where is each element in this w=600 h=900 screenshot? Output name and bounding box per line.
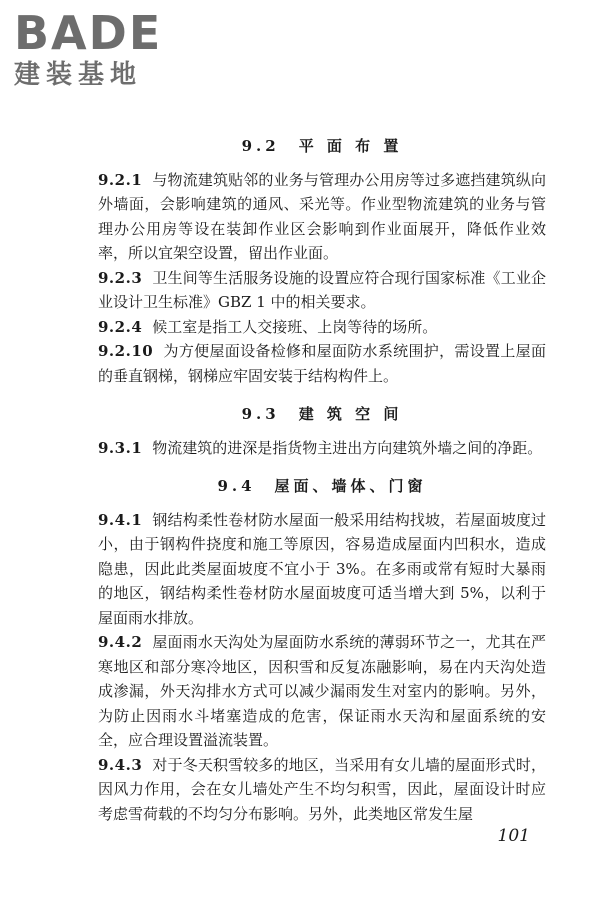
section-heading: 9.3 建 筑 空 间 bbox=[241, 405, 403, 423]
logo-wordmark: BADE bbox=[14, 6, 163, 60]
clause bbox=[98, 266, 546, 315]
clause-number: 9.2.10 bbox=[98, 342, 154, 360]
bade-logo bbox=[14, 8, 184, 90]
clause-number: 9.2.4 bbox=[98, 317, 143, 336]
clause bbox=[98, 168, 546, 266]
clause-text: 物流建筑的进深是指货物主进出方向建筑外墙之间的净距。 bbox=[152, 438, 543, 457]
clause bbox=[98, 508, 546, 631]
clause-number: 9.4.3 bbox=[98, 755, 143, 774]
clause-text: 与物流建筑贴邻的业务与管理办公用房等过多遮挡建筑纵向外墙面，会影响建筑的通风、采光等。作业型物流建筑的业务与管理办公用房等设在装卸作业区会影响到作业面展开，降低作业效率，所以宜架空设置，留出作业面。 bbox=[98, 170, 546, 262]
clause-text: 候工室是指工人交接班、上岗等待的场所。 bbox=[152, 317, 438, 336]
clause-number: 9.2.3 bbox=[98, 268, 143, 287]
section-heading: 9.4 屋面、墙体、门窗 bbox=[217, 477, 427, 495]
clause-number: 9.4.2 bbox=[98, 633, 143, 651]
clause-text: 钢结构柔性卷材防水屋面一般采用结构找坡，若屋面坡度过小，由于钢构件挠度和施工等原因，容易造成屋面内凹积水，造成隐患，因此此类屋面坡度不宜小于 3%。在多雨或常有短时大暴雨的地区，钢结构柔性卷材防水屋面坡度可适当增大到 5%，以利于屋面雨水排放。 bbox=[98, 510, 546, 627]
section-heading: 9.2 平 面 布 置 bbox=[241, 137, 403, 155]
clause bbox=[98, 753, 546, 827]
clause-text: 为方便屋面设备检修和屋面防水系统围护，需设置上屋面的垂直钢梯，钢梯应牢固安装于结构构件上。 bbox=[98, 342, 546, 385]
clause bbox=[98, 436, 546, 461]
page-content bbox=[98, 134, 546, 826]
clause-number: 9.4.1 bbox=[98, 510, 143, 529]
clause-number: 9.2.1 bbox=[98, 170, 143, 189]
logo-subtitle: 建装基地 bbox=[14, 60, 143, 90]
clause bbox=[98, 315, 546, 340]
clause bbox=[98, 339, 546, 388]
page-number: 101 bbox=[497, 826, 530, 846]
clause-number: 9.3.1 bbox=[98, 438, 143, 457]
clause-text: 对于冬天积雪较多的地区，当采用有女儿墙的屋面形式时，因风力作用，会在女儿墙处产生不均匀积雪，因此，屋面设计时应考虑雪荷载的不均匀分布影响。另外，此类地区常发生屋 bbox=[98, 755, 546, 823]
clause bbox=[98, 630, 546, 753]
clause-text: 卫生间等生活服务设施的设置应符合现行国家标准《工业企业设计卫生标准》GBZ 1 中的相关要求。 bbox=[98, 268, 546, 311]
clause-text: 屋面雨水天沟处为屋面防水系统的薄弱环节之一，尤其在严寒地区和部分寒冷地区，因积雪和反复冻融影响，易在内天沟处造成渗漏，外天沟排水方式可以减少漏雨发生对室内的影响。另外，为防止因雨水斗堵塞造成的危害，保证雨水天沟和屋面系统的安全，应合理设置溢流装置。 bbox=[98, 633, 546, 749]
